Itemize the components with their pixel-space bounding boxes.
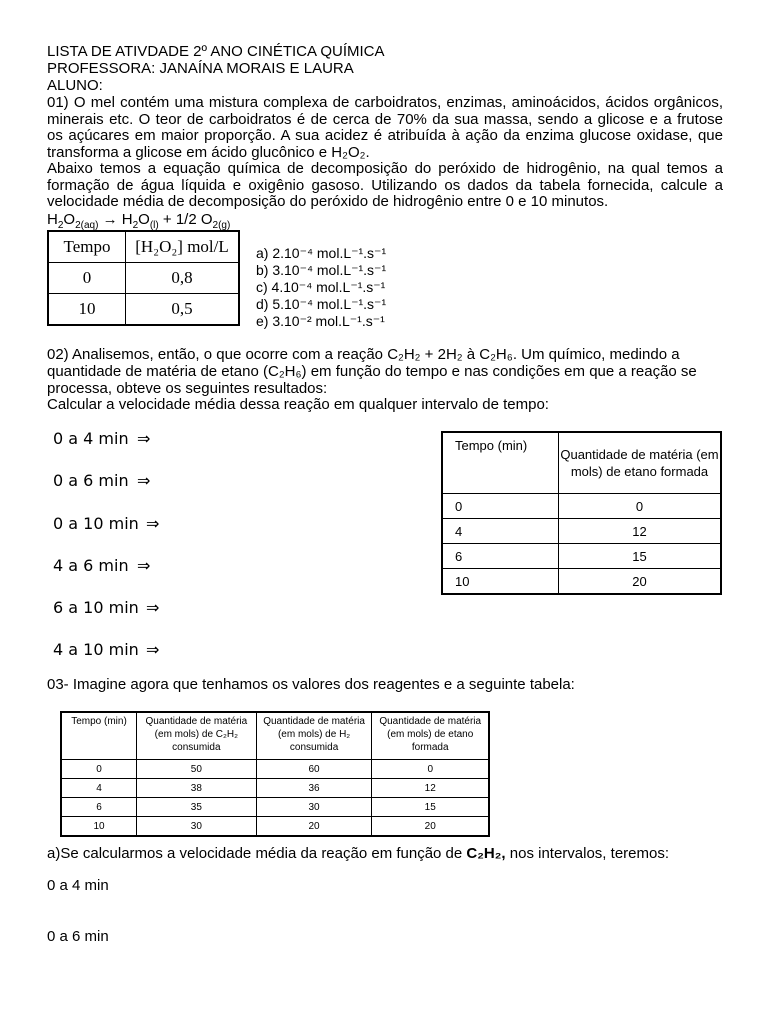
table-header-row [48,231,239,263]
table-row [61,779,489,798]
table-header-cell: Quantidade de matéria (em mols) de H₂ consumida [256,712,372,760]
table-cell: 0 [442,494,559,519]
table-row [442,544,721,569]
table-header-cell: Quantidade de matéria (em mols) de C₂H₂ consumida [137,712,257,760]
table-row [442,494,721,519]
interval-item: 0 a 10 min ⇒ [53,514,160,533]
table-cell: 12 [372,779,489,798]
double-arrow-icon: ⇒ [137,471,151,490]
header-student: ALUNO: [47,77,103,94]
table-header-row [61,712,489,760]
table-header-cell: Quantidade de matéria (em mols) de etano formada [372,712,489,760]
table-row [442,569,721,595]
table-cell: 12 [559,519,722,544]
table-cell: 4 [442,519,559,544]
double-arrow-icon: ⇒ [146,640,160,659]
table-cell: 38 [137,779,257,798]
option-c: c) 4.10⁻⁴ mol.L⁻¹.s⁻¹ [256,279,386,295]
table-header-cell: Tempo [48,231,126,263]
table-cell: 30 [256,798,372,817]
q1-paragraph-2 [47,161,723,211]
table-cell: 0 [372,760,489,779]
q1-p1-line: transforma a glicose em ácido glucônico e H₂O₂. [47,144,370,162]
table-row [61,798,489,817]
q1-p1-line: minerais etc. O teor de carboidratos é de cerca de 70% da sua massa, sendo a glicose e a frutose [47,110,723,128]
table-cell: 10 [48,294,126,326]
table-row [48,294,239,326]
table-header-cell: Tempo (min) [61,712,137,760]
q1-options [256,245,386,330]
option-e: e) 3.10⁻² mol.L⁻¹.s⁻¹ [256,313,385,329]
table-row [61,760,489,779]
q3-intro: 03- Imagine agora que tenhamos os valores dos reagentes e a seguinte tabela: [47,676,575,693]
double-arrow-icon: ⇒ [137,429,151,448]
interval-item: 4 a 10 min ⇒ [53,640,160,659]
double-arrow-icon: ⇒ [146,514,160,533]
table-cell: 6 [442,544,559,569]
table-cell: 15 [559,544,722,569]
q1-paragraph-1 [47,95,723,162]
interval-item: 0 a 6 min ⇒ [53,471,151,490]
table-cell: 35 [137,798,257,817]
q1-p2-line: formação de água líquida e oxigênio gasoso. Utilizando os dados da tabela fornecida, calcule a [47,176,723,194]
table-cell: 50 [137,760,257,779]
q2-line: Calcular a velocidade média dessa reação em qualquer intervalo de tempo: [47,396,549,413]
q1-p1-line: 01) O mel contém uma mistura complexa de carboidratos, enzimas, aminoácidos, ácidos orgânicos, [47,94,723,111]
table-cell: 0,8 [126,263,240,294]
table-cell: 20 [256,817,372,837]
table-cell: 20 [372,817,489,837]
table-header-cell: [H₂O₂] mol/L [126,231,240,263]
q1-p2-line: Abaixo temos a equação química de decomposição do peróxido de hidrogênio, na qual temos a [47,160,723,177]
q2-line: 02) Analisemos, então, o que ocorre com a reação C₂H₂ + 2H₂ à C₂H₆. Um químico, medindo a [47,346,680,363]
interval-item: 6 a 10 min ⇒ [53,598,160,617]
interval-item: 4 a 6 min ⇒ [53,556,151,575]
q2-line: processa, obteve os seguintes resultados: [47,380,328,397]
header-title: LISTA DE ATIVDADE 2º ANO CINÉTICA QUÍMICA [47,43,385,60]
table-header-cell: Tempo (min) [442,432,559,494]
q3-question-a: a)Se calcularmos a velocidade média da reação em função de C₂H₂, nos intervalos, teremos: [47,845,669,862]
table-cell: 60 [256,760,372,779]
option-d: d) 5.10⁻⁴ mol.L⁻¹.s⁻¹ [256,296,387,312]
q3-table [60,711,490,837]
q2-table [441,431,722,595]
table-cell: 0 [48,263,126,294]
header-teacher: PROFESSORA: JANAÍNA MORAIS E LAURA [47,60,354,77]
table-cell: 36 [256,779,372,798]
option-b: b) 3.10⁻⁴ mol.L⁻¹.s⁻¹ [256,262,387,278]
interval-item: 0 a 4 min ⇒ [53,429,151,448]
table-row [442,519,721,544]
table-header-cell: Quantidade de matéria (em mols) de etano formada [559,432,722,494]
table-cell: 15 [372,798,489,817]
table-cell: 10 [61,817,137,837]
q1-table [47,230,240,326]
table-cell: 0,5 [126,294,240,326]
q3-interval-2: 0 a 6 min [47,928,109,945]
q1-p1-line: os açúcares em maior proporção. A sua acidez é atribuída à ação da enzima glucose oxidase, que [47,127,723,145]
table-row [48,263,239,294]
q1-equation: $H_2O_{2(aq)} \to H_2O_{(l)} + 1/2$ $O_{2(g)}$ [47,211,231,231]
table-cell: 30 [137,817,257,837]
q2-line: quantidade de matéria de etano (C₂H₆) em função do tempo e nas condições em que a reação se [47,363,697,380]
double-arrow-icon: ⇒ [137,556,151,575]
table-cell: 0 [61,760,137,779]
table-cell: 6 [61,798,137,817]
q3-interval-1: 0 a 4 min [47,877,109,894]
table-header-row [442,432,721,494]
table-row [61,817,489,837]
table-cell: 0 [559,494,722,519]
double-arrow-icon: ⇒ [146,598,160,617]
table-cell: 4 [61,779,137,798]
option-a: a) 2.10⁻⁴ mol.L⁻¹.s⁻¹ [256,245,387,261]
table-cell: 10 [442,569,559,595]
q1-p2-line: velocidade média de decomposição do peróxido de hidrogênio entre 0 e 10 minutos. [47,193,609,211]
table-cell: 20 [559,569,722,595]
